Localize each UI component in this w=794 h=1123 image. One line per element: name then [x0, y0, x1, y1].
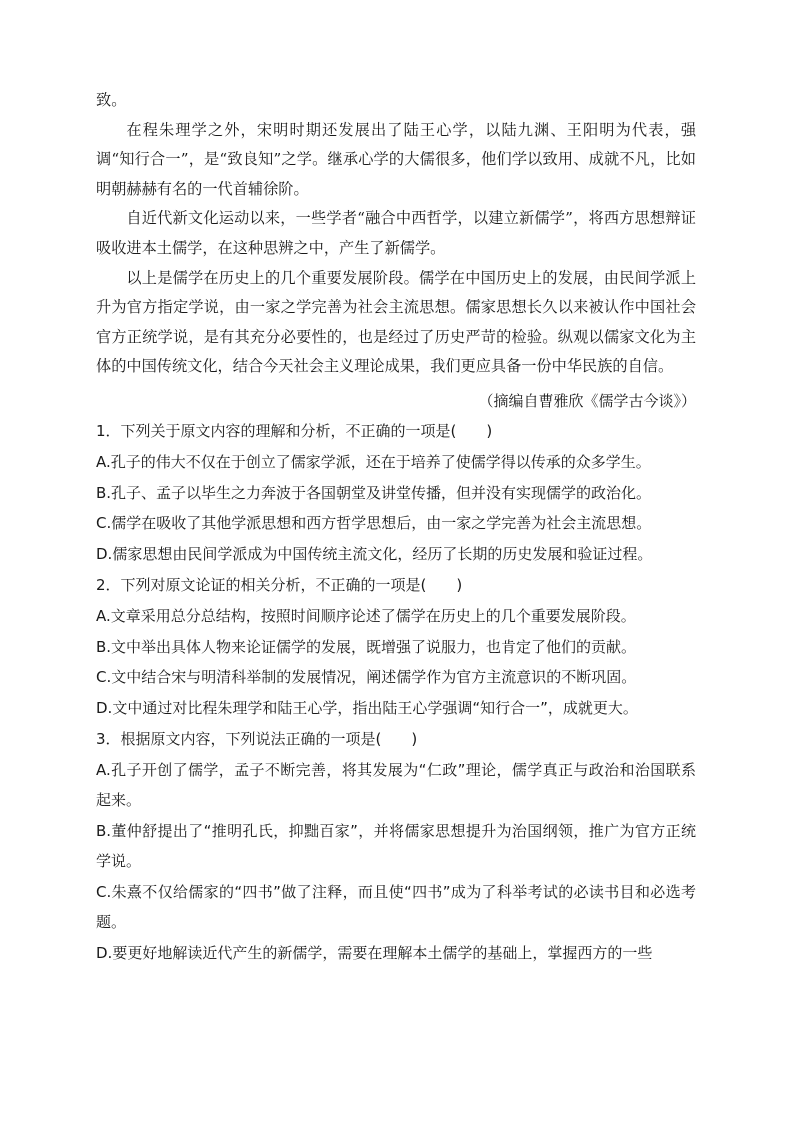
question-1 [96, 416, 696, 570]
option-d: D.要更好地解读近代产生的新儒学，需要在理解本土儒学的基础上，掌握西方的一些 [96, 943, 653, 962]
passage-paragraph-1: 在程朱理学之外，宋明时期还发展出了陆王心学，以陆九渊、王阳明为代表，强调“知行合一”，是“致良知”之学。继承心学的大儒很多，他们学以致用、成就不凡，比如明朝赫赫有名的一代首辅徐阶。 [96, 120, 696, 198]
question-stem: 1．下列关于原文内容的理解和分析，不正确的一项是( ) [96, 421, 493, 440]
option-b: B.文中举出具体人物来论证儒学的发展，既增强了说服力，也肯定了他们的贡献。 [96, 637, 637, 656]
option-c: C.文中结合宋与明清科举制的发展情况，阐述儒学作为官方主流意识的不断巩固。 [96, 668, 637, 687]
question-2 [96, 570, 696, 724]
passage-source: （摘编自曹雅欣《儒学古今谈》） [478, 391, 696, 410]
option-c: C.朱熹不仅给儒家的“四书”做了注释，而且使“四书”成为了科举考试的必读书目和必选考题。 [96, 882, 696, 932]
option-b: B.董仲舒提出了“推明孔氏，抑黜百家”，并将儒家思想提升为治国纲领，推广为官方正统学说。 [96, 821, 696, 871]
passage-paragraph-2: 自近代新文化运动以来，一些学者“融合中西哲学，以建立新儒学”，将西方思想辩证吸收进本土儒学，在这种思辨之中，产生了新儒学。 [96, 209, 696, 257]
option-d: D.儒家思想由民间学派成为中国传统主流文化，经历了长期的历史发展和验证过程。 [96, 545, 653, 564]
passage-paragraph-0: 致。 [96, 91, 127, 109]
option-b: B.孔子、孟子以毕生之力奔波于各国朝堂及讲堂传播，但并没有实现儒学的政治化。 [96, 483, 652, 502]
option-a: A.孔子开创了儒学，孟子不断完善，将其发展为“仁政”理论，儒学真正与政治和治国联系起来。 [96, 760, 696, 810]
question-stem: 3．根据原文内容，下列说法正确的一项是( ) [96, 729, 418, 748]
question-stem: 2．下列对原文论证的相关分析，不正确的一项是( ) [96, 575, 463, 594]
passage-paragraph-3: 以上是儒学在历史上的几个重要发展阶段。儒学在中国历史上的发展，由民间学派上升为官方指定学说，由一家之学完善为社会主流思想。儒家思想长久以来被认作中国社会官方正统学说，是有其充分必要性的，也是经过了历史严苛的检验。纵观以儒家文化为主体的中国传统文化，结合今天社会主义理论成果，我们更应具备一份中华民族的自信。 [96, 268, 696, 376]
option-a: A.孔子的伟大不仅在于创立了儒家学派，还在于培养了使儒学得以传承的众多学生。 [96, 452, 651, 471]
page-content [96, 86, 696, 968]
question-3 [96, 724, 696, 968]
option-d: D.文中通过对比程朱理学和陆王心学，指出陆王心学强调“知行合一”，成就更大。 [96, 699, 638, 718]
option-a: A.文章采用总分总结构，按照时间顺序论述了儒学在历史上的几个重要发展阶段。 [96, 606, 636, 625]
option-c: C.儒学在吸收了其他学派思想和西方哲学思想后，由一家之学完善为社会主流思想。 [96, 514, 652, 533]
